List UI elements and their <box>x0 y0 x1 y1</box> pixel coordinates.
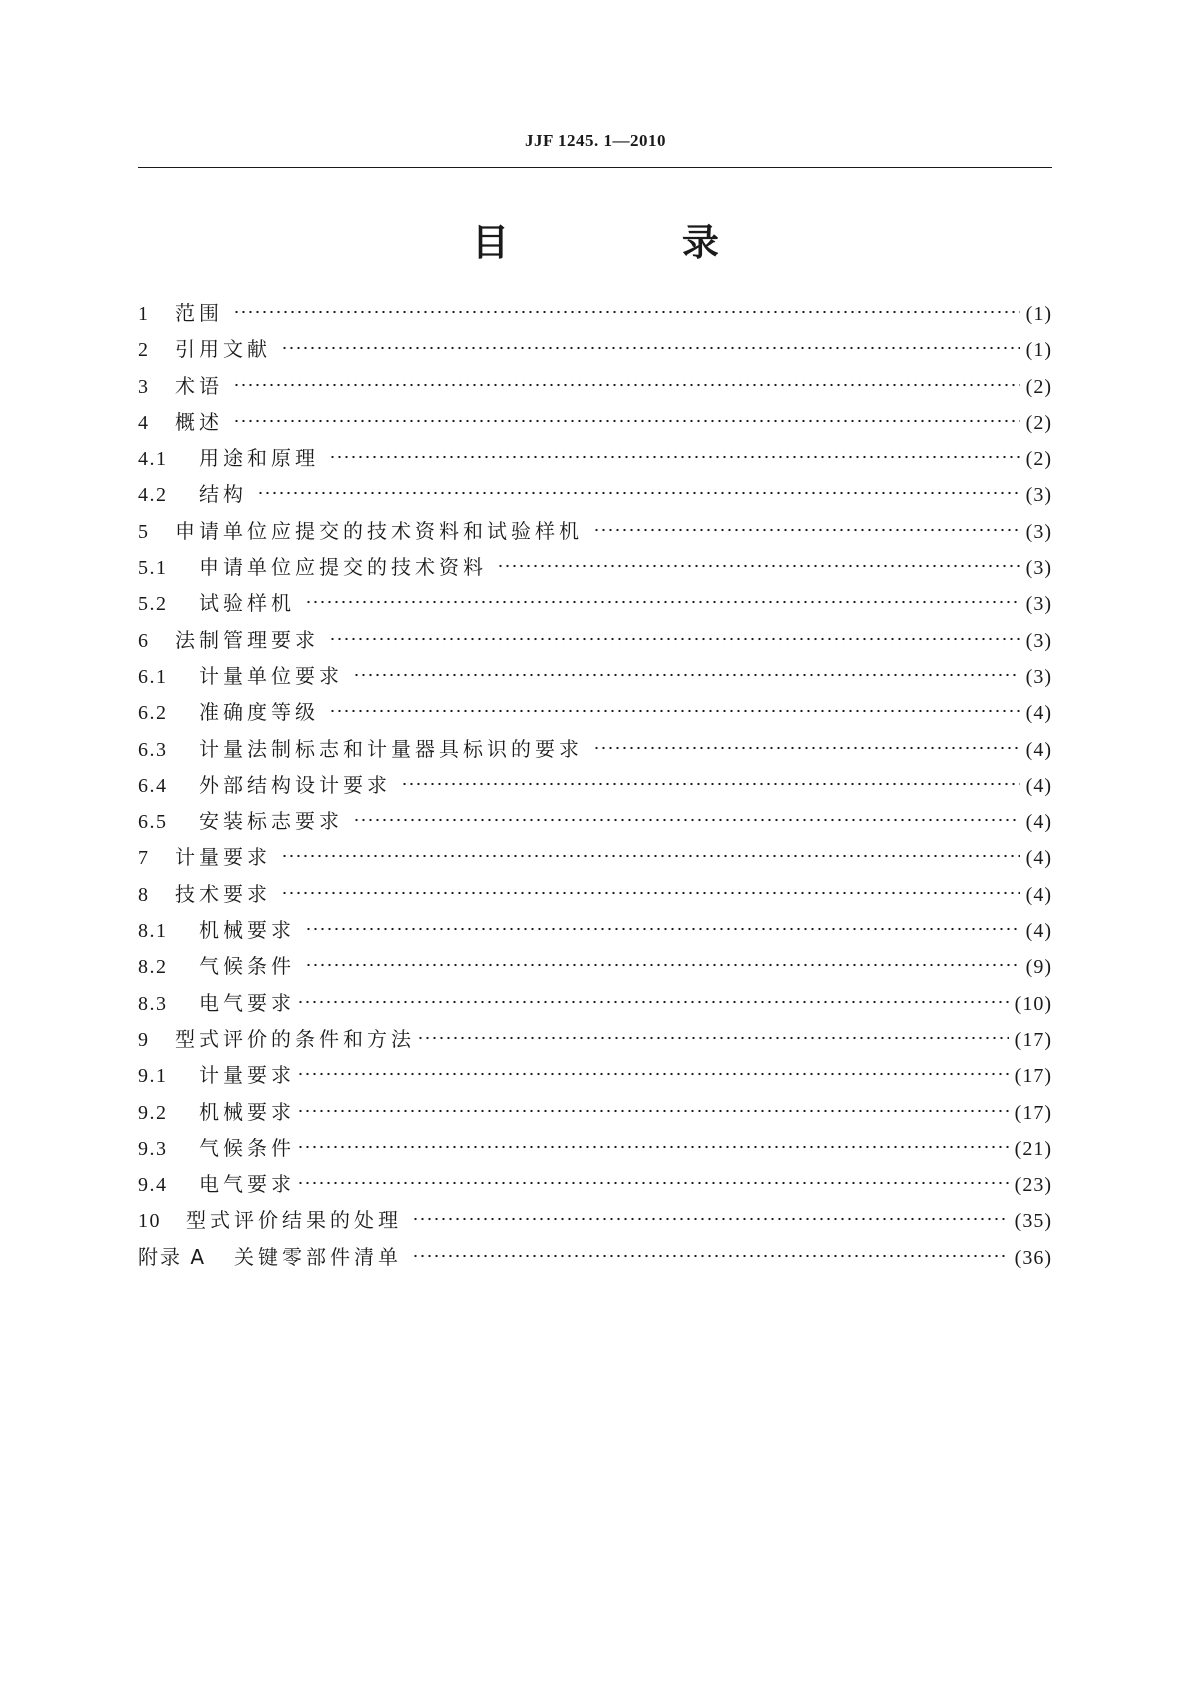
toc-entry-title: 技术要求 <box>175 881 271 906</box>
toc-entry-page: (3) <box>1025 484 1052 507</box>
toc-entry-title: 电气要求 <box>199 990 295 1015</box>
toc-entry-page: (17) <box>1014 1028 1052 1051</box>
toc-entry[interactable] <box>138 1130 1052 1166</box>
toc-entry[interactable] <box>138 1239 1052 1275</box>
toc-entry[interactable] <box>138 622 1052 658</box>
toc-entry-number: 4 <box>138 411 150 434</box>
toc-entry-page: (2) <box>1025 375 1052 398</box>
toc-entry[interactable] <box>138 658 1052 694</box>
toc-entry-number: 8.2 <box>138 956 168 979</box>
toc-entry[interactable] <box>138 1202 1052 1238</box>
toc-leader-dots <box>353 816 1020 824</box>
toc-entry-title: 准确度等级 <box>199 700 319 725</box>
toc-entry-number: 6.5 <box>138 811 168 834</box>
toc-entry-page: (35) <box>1014 1210 1052 1233</box>
toc-entry-number: 3 <box>138 375 150 398</box>
toc-leader-dots <box>257 489 1020 497</box>
toc-entry-number: 9.2 <box>138 1101 168 1124</box>
toc-leader-dots <box>233 308 1020 316</box>
toc-entry-number: 8.3 <box>138 992 168 1015</box>
toc-entry-title: 用途和原理 <box>199 446 319 471</box>
toc-entry[interactable] <box>138 404 1052 440</box>
toc-entry-title: 计量要求 <box>175 845 271 870</box>
toc-entry[interactable] <box>138 803 1052 839</box>
toc-entry-number: 2 <box>138 339 150 362</box>
toc-leader-dots <box>305 598 1020 606</box>
toc-entry[interactable] <box>138 295 1052 331</box>
toc-entry-page: (1) <box>1025 303 1052 325</box>
toc-entry[interactable] <box>138 440 1052 476</box>
toc-entry-title: 引用文献 <box>175 337 271 362</box>
toc-entry-title: 型式评价的条件和方法 <box>175 1026 415 1051</box>
toc-leader-dots <box>297 1107 1009 1115</box>
toc-entry-number: 4.1 <box>138 448 168 471</box>
toc-entry-title: 概述 <box>175 409 223 434</box>
toc-leader-dots <box>233 381 1020 389</box>
toc-entry-page: (2) <box>1025 448 1052 471</box>
toc-leader-dots <box>281 889 1020 897</box>
toc-entry-page: (3) <box>1025 665 1052 688</box>
toc-entry-page: (4) <box>1025 883 1052 906</box>
toc-entry-page: (10) <box>1014 992 1052 1015</box>
toc-entry-number: 7 <box>138 847 150 870</box>
toc-entry-number: 4.2 <box>138 484 168 507</box>
toc-entry-title: 法制管理要求 <box>175 627 319 652</box>
toc-entry-page: (4) <box>1025 702 1052 725</box>
toc-entry-page: (23) <box>1014 1174 1052 1197</box>
toc-leader-dots <box>412 1252 1009 1260</box>
toc-entry[interactable] <box>138 767 1052 803</box>
toc-entry-title: 计量法制标志和计量器具标识的要求 <box>199 736 583 761</box>
toc-entry-page: (4) <box>1025 847 1052 870</box>
toc-leader-dots <box>297 1179 1009 1187</box>
toc-entry[interactable] <box>138 1094 1052 1130</box>
document-code-header: JJF 1245. 1—2010 <box>524 131 666 150</box>
toc-leader-dots <box>329 707 1020 715</box>
toc-entry-number: 1 <box>138 303 150 325</box>
toc-entry-title: 安装标志要求 <box>199 809 343 834</box>
toc-entry-number: 6 <box>138 629 150 652</box>
toc-entry[interactable] <box>138 731 1052 767</box>
toc-entry-title: 范围 <box>175 301 223 325</box>
toc-entry-page: (4) <box>1025 920 1052 943</box>
toc-entry-number: 6.4 <box>138 774 168 797</box>
toc-entry-title: 气候条件 <box>199 1135 295 1160</box>
toc-leader-dots <box>412 1215 1009 1223</box>
toc-entry-title: 术语 <box>175 373 223 398</box>
toc-entry-page: (1) <box>1025 339 1052 362</box>
toc-entry-page: (21) <box>1014 1137 1052 1160</box>
toc-leader-dots <box>281 344 1020 352</box>
toc-entry-page: (4) <box>1025 811 1052 834</box>
toc-entry-number: 6.2 <box>138 702 168 725</box>
toc-entry-number: 5.2 <box>138 593 168 616</box>
toc-entry[interactable] <box>138 1166 1052 1202</box>
toc-entry[interactable] <box>138 549 1052 585</box>
toc-leader-dots <box>305 961 1020 969</box>
toc-leader-dots <box>593 526 1020 534</box>
toc-entry[interactable] <box>138 839 1052 875</box>
toc-leader-dots <box>593 744 1020 752</box>
toc-entry[interactable] <box>138 1057 1052 1093</box>
toc-entry-number: 9.4 <box>138 1174 168 1197</box>
toc-leader-dots <box>281 852 1020 860</box>
page-title: 目 录 <box>472 221 799 264</box>
toc-entry-page: (36) <box>1014 1246 1052 1269</box>
toc-entry-title: 申请单位应提交的技术资料 <box>199 555 487 580</box>
toc-entry[interactable] <box>138 1021 1052 1057</box>
toc-entry-page: (3) <box>1025 593 1052 616</box>
toc-entry-title: 机械要求 <box>199 918 295 943</box>
toc-entry-page: (9) <box>1025 956 1052 979</box>
toc-entry-page: (3) <box>1025 629 1052 652</box>
toc-entry-number: 5 <box>138 520 150 543</box>
toc-entry-title: 型式评价结果的处理 <box>186 1208 402 1233</box>
toc-entry-number: 8.1 <box>138 920 168 943</box>
toc-entry-title: 计量单位要求 <box>199 663 343 688</box>
toc-leader-dots <box>329 635 1020 643</box>
toc-entry-number: 9 <box>138 1028 150 1051</box>
toc-entry-page: (4) <box>1025 774 1052 797</box>
toc-entry-title: 结构 <box>199 482 247 507</box>
toc-leader-dots <box>233 417 1020 425</box>
toc-entry-title: 计量要求 <box>199 1063 295 1088</box>
toc-leader-dots <box>401 780 1020 788</box>
toc-entry[interactable] <box>138 585 1052 621</box>
toc-entry-page: (17) <box>1014 1065 1052 1088</box>
toc-leader-dots <box>329 453 1020 461</box>
toc-entry-number: 10 <box>138 1210 161 1233</box>
toc-leader-dots <box>353 671 1020 679</box>
toc-leader-dots <box>305 925 1020 933</box>
toc-entry-number: 6.1 <box>138 665 168 688</box>
toc-entry-title: 关键零部件清单 <box>234 1244 402 1269</box>
toc-entry[interactable] <box>138 985 1052 1021</box>
toc-leader-dots <box>297 1143 1009 1151</box>
table-of-contents <box>138 295 1052 1275</box>
toc-entry-page: (2) <box>1025 411 1052 434</box>
toc-entry-number: 9.3 <box>138 1137 168 1160</box>
toc-entry-page: (4) <box>1025 738 1052 761</box>
toc-entry-title: 外部结构设计要求 <box>199 772 391 797</box>
toc-entry[interactable] <box>138 368 1052 404</box>
toc-entry[interactable] <box>138 948 1052 984</box>
toc-entry-page: (3) <box>1025 557 1052 580</box>
toc-entry-number: 附录 A <box>138 1244 207 1269</box>
toc-entry[interactable] <box>138 331 1052 367</box>
toc-entry-title: 机械要求 <box>199 1099 295 1124</box>
toc-entry-number: 9.1 <box>138 1065 168 1088</box>
toc-entry-number: 5.1 <box>138 557 168 580</box>
toc-entry-title: 电气要求 <box>199 1172 295 1197</box>
toc-entry-page: (3) <box>1025 520 1052 543</box>
toc-entry-title: 试验样机 <box>199 591 295 616</box>
toc-leader-dots <box>417 1034 1009 1042</box>
toc-leader-dots <box>497 562 1020 570</box>
toc-entry-title: 申请单位应提交的技术资料和试验样机 <box>175 518 583 543</box>
toc-entry-number: 6.3 <box>138 738 168 761</box>
toc-entry-title: 气候条件 <box>199 954 295 979</box>
toc-leader-dots <box>297 998 1009 1006</box>
toc-leader-dots <box>297 1070 1009 1078</box>
toc-entry[interactable] <box>138 513 1052 549</box>
toc-entry-number: 8 <box>138 883 150 906</box>
toc-entry[interactable] <box>138 876 1052 912</box>
toc-entry[interactable] <box>138 476 1052 512</box>
toc-entry-page: (17) <box>1014 1101 1052 1124</box>
toc-entry[interactable] <box>138 912 1052 948</box>
header-divider <box>138 167 1052 168</box>
toc-entry[interactable] <box>138 694 1052 730</box>
